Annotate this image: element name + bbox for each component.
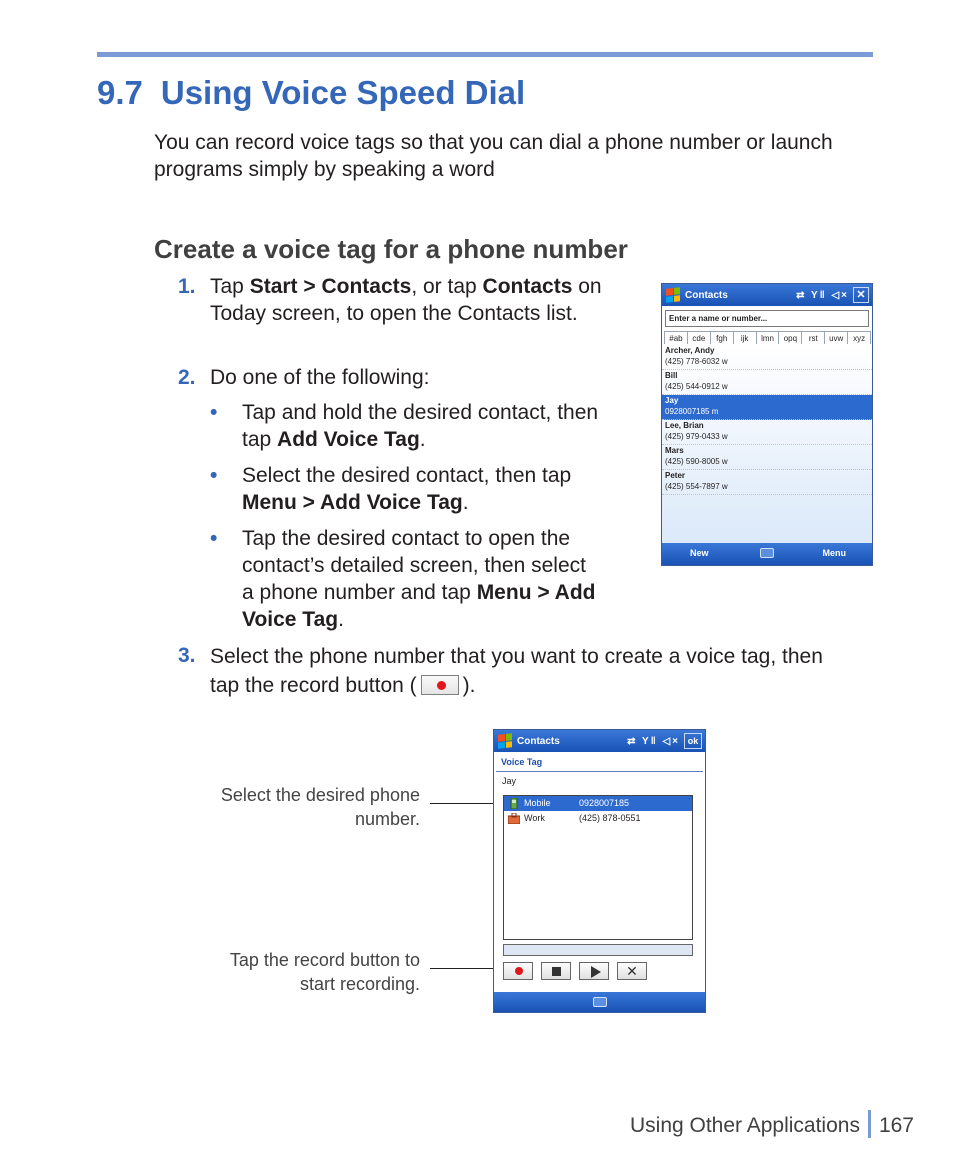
contact-item[interactable] [662, 345, 872, 370]
alpha-tab[interactable]: #ab [664, 331, 688, 344]
number-value: 0928007185 [579, 798, 630, 808]
step-number: 1. [178, 275, 196, 298]
title-bar [662, 284, 872, 306]
bold-run: Contacts [482, 275, 573, 298]
contact-name: Archer, Andy [665, 346, 715, 355]
callout-record: Tap the record button to start recording. [229, 950, 420, 994]
alpha-tab[interactable]: opq [778, 331, 802, 344]
text-run: ). [462, 674, 476, 697]
callout-select-number: Select the desired phone number. [220, 785, 420, 829]
phone-number-row[interactable] [504, 811, 692, 826]
voice-tag-heading: Voice Tag [496, 752, 703, 772]
number-value: (425) 878-0551 [579, 813, 641, 823]
alpha-tab[interactable]: uvw [824, 331, 848, 344]
contact-phone: (425) 778-6032 w [665, 357, 728, 366]
text-run: . [338, 608, 344, 631]
section-title: Using Voice Speed Dial [160, 74, 526, 111]
bold-run: Add Voice Tag [277, 428, 420, 451]
text-run: Select the phone number that you want to create a voice tag, then tap the record button ( [210, 645, 823, 697]
bold-run: Start > Contacts [249, 275, 412, 298]
contacts-screenshot [661, 283, 873, 566]
text-run: . [462, 491, 469, 514]
alpha-tab[interactable]: lmn [756, 331, 780, 344]
contact-phone: 0928007185 m [665, 407, 719, 416]
keyboard-icon[interactable] [760, 548, 774, 558]
voice-tag-screenshot [493, 729, 706, 1013]
contact-phone: (425) 979-0433 w [665, 432, 728, 441]
contact-phone: (425) 554-7897 w [665, 482, 728, 491]
keyboard-icon[interactable] [593, 997, 607, 1007]
bullet-icon: • [210, 401, 218, 424]
menu-softkey[interactable]: Menu [822, 548, 846, 558]
subheading: Create a voice tag for a phone number [154, 234, 628, 264]
step-number: 2. [178, 366, 196, 389]
window-title: Contacts [685, 289, 728, 301]
contact-item[interactable] [662, 370, 872, 395]
bullet-text [242, 525, 602, 633]
alpha-tab[interactable]: fgh [710, 331, 734, 344]
window-title: Contacts [517, 735, 560, 747]
record-button-icon [421, 675, 459, 695]
contact-phone: (425) 590-8005 w [665, 457, 728, 466]
text-run: . [419, 428, 426, 451]
text-run: Tap the desired contact to open the contact’s detailed screen, then select a phone number and tap [242, 527, 586, 604]
delete-button[interactable]: ✕ [617, 962, 647, 980]
contact-item[interactable] [662, 445, 872, 470]
alpha-tab[interactable]: ijk [733, 331, 757, 344]
text-run: Tap and hold the desired contact, then tap [242, 401, 599, 451]
status-icons: ⇄ Y‖ ◁× [796, 289, 849, 301]
work-phone-icon [508, 813, 520, 824]
step-text [210, 273, 610, 327]
ok-button[interactable]: ok [684, 733, 702, 749]
chapter-name: Using Other Applications [629, 1114, 860, 1137]
footer-separator [868, 1110, 871, 1138]
bullet-text [242, 462, 612, 516]
alpha-tab[interactable]: rst [801, 331, 825, 344]
alphabet-tabs [664, 331, 870, 345]
stop-button[interactable] [541, 962, 571, 980]
page-footer [630, 1110, 914, 1138]
menu-bar [662, 543, 872, 565]
alpha-tab[interactable]: cde [687, 331, 711, 344]
contact-phone: (425) 544-0912 w [665, 382, 728, 391]
step-text [210, 642, 850, 700]
bold-run: Menu > Add Voice Tag [242, 491, 463, 514]
recording-controls [503, 962, 647, 980]
top-rule [97, 52, 873, 57]
phone-number-list [503, 795, 693, 940]
section-number: 9.7 [97, 74, 143, 111]
contact-name: Bill [665, 371, 678, 380]
play-button[interactable] [579, 962, 609, 980]
callout-line [430, 803, 502, 804]
contact-item-selected[interactable] [662, 395, 872, 420]
record-button[interactable] [503, 962, 533, 980]
windows-logo-icon [498, 733, 512, 748]
contact-name: Peter [665, 471, 686, 480]
menu-bar [494, 992, 705, 1012]
title-bar [494, 730, 705, 752]
number-label: Work [524, 813, 545, 823]
bold-run: Menu > Add Voice Tag [242, 581, 596, 631]
alpha-tab[interactable]: xyz [847, 331, 871, 344]
bullet-icon: • [210, 464, 218, 487]
contact-name: Jay [502, 776, 517, 786]
search-input[interactable]: Enter a name or number... [665, 310, 869, 327]
new-softkey[interactable]: New [690, 548, 709, 558]
contact-name: Mars [665, 446, 684, 455]
contact-item[interactable] [662, 470, 872, 495]
intro-paragraph: You can record voice tags so that you can dial a phone number or launch programs simply by speaking a word [154, 131, 833, 181]
status-icons: ⇄ Y‖ ◁× [627, 735, 680, 747]
windows-logo-icon [666, 287, 680, 302]
callout-line [430, 968, 502, 969]
contact-name: Lee, Brian [665, 421, 704, 430]
step-number: 3. [178, 644, 196, 667]
mobile-phone-icon [508, 798, 520, 809]
bullet-icon: • [210, 527, 218, 550]
text-run: on Today screen, to open the Contacts list. [210, 275, 602, 325]
text-run: , or tap [411, 275, 483, 298]
close-button[interactable]: ✕ [853, 287, 869, 303]
text-run: Select the desired contact, then tap [242, 464, 572, 487]
recording-progress-bar [503, 944, 693, 956]
phone-number-row-selected[interactable] [504, 796, 692, 811]
contact-item[interactable] [662, 420, 872, 445]
text-run: Tap [210, 275, 250, 298]
number-label: Mobile [524, 798, 551, 808]
bullet-text [242, 399, 602, 453]
page-number: 167 [878, 1114, 914, 1137]
contact-list [662, 345, 872, 495]
step-text: Do one of the following: [210, 366, 430, 389]
contact-name: Jay [665, 396, 679, 405]
page-title [97, 74, 525, 112]
